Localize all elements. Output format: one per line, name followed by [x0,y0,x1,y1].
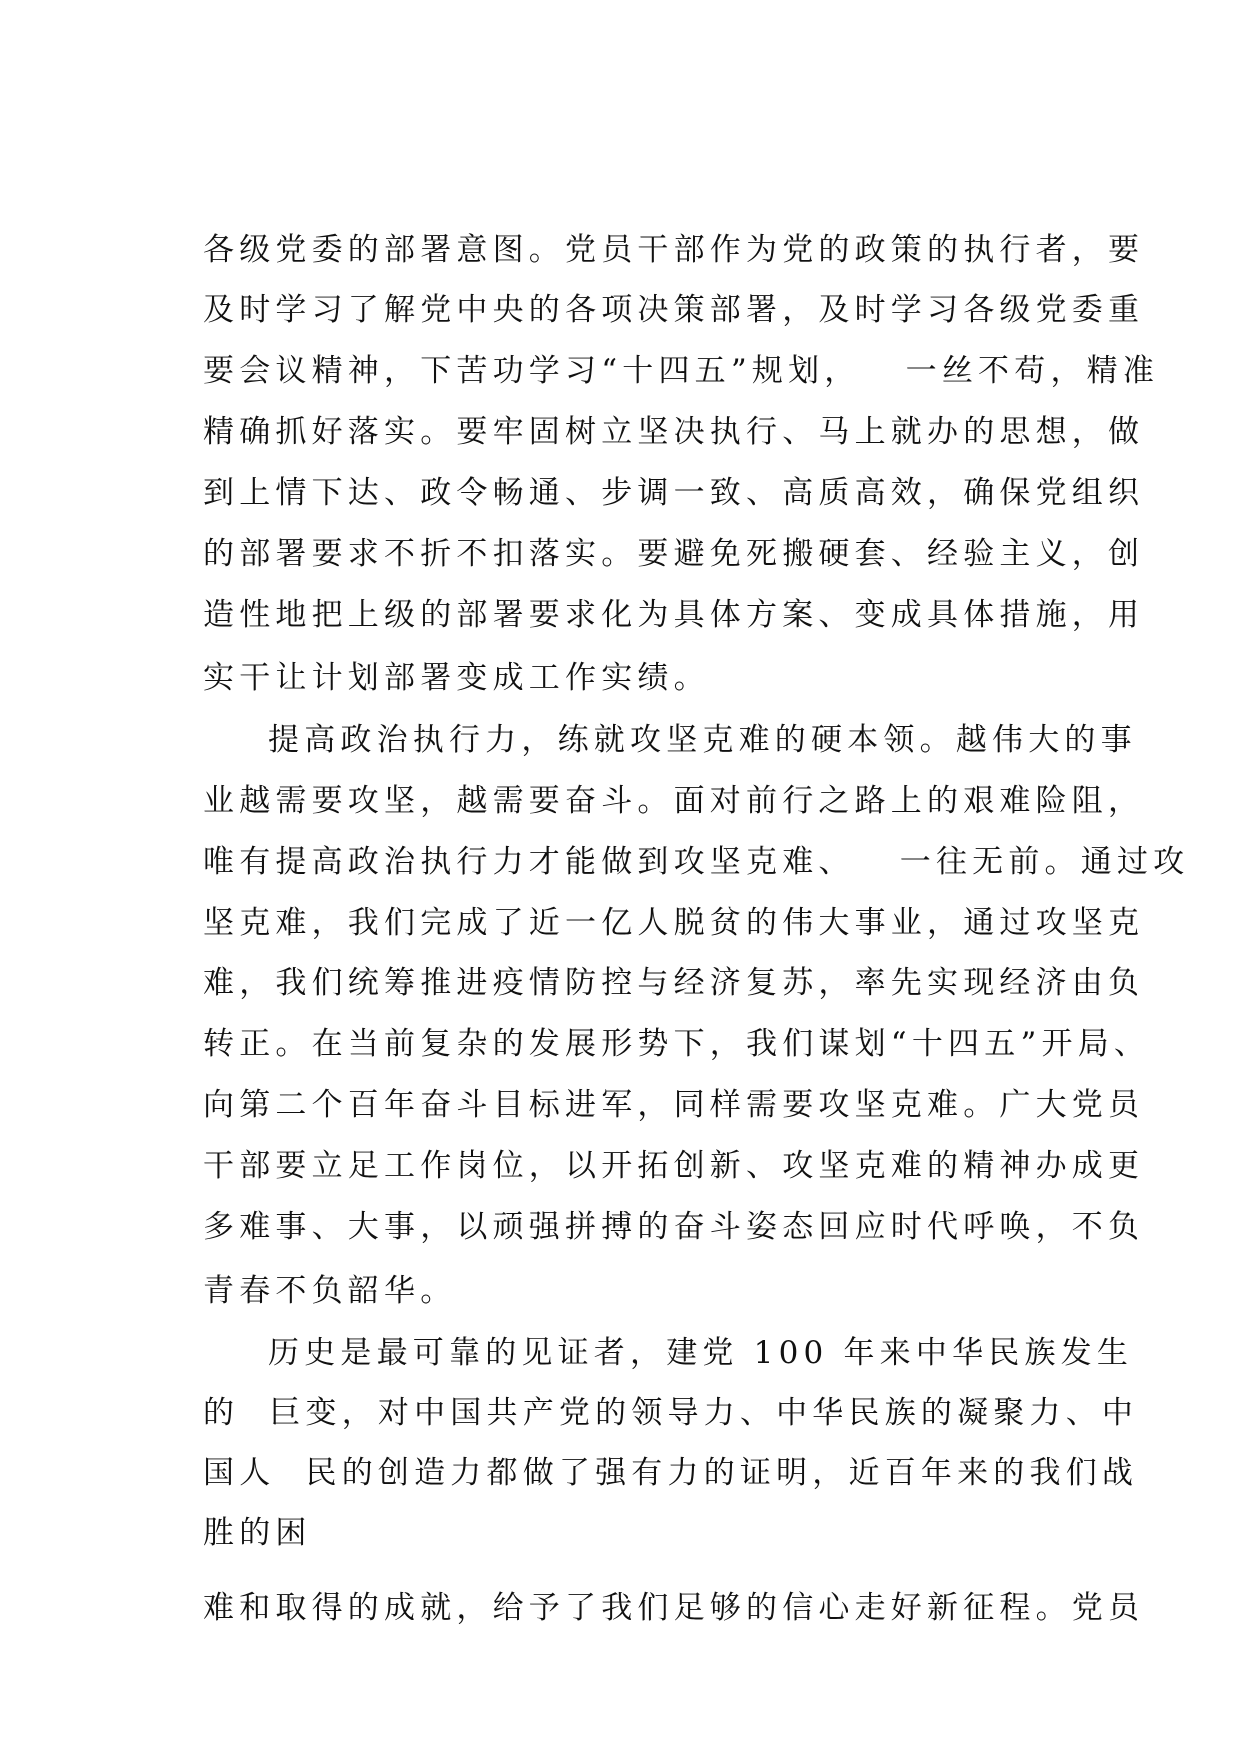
text-line: 的部署要求不折不扣落实。要避免死搬硬套、经验主义，创 [203,536,1145,572]
text-line: 及时学习了解党中央的各项决策部署，及时学习各级党委重 [203,292,1145,328]
text-line: 转正。在当前复杂的发展形势下，我们谋划“十四五”开局、 [203,1026,1151,1062]
text-line: 干部要立足工作岗位，以开拓创新、攻坚克难的精神办成更 [203,1148,1145,1184]
text-line: 多难事、大事，以顽强拼搏的奋斗姿态回应时代呼唤，不负 [203,1209,1145,1245]
paragraph-first-line: 提高政治执行力，练就攻坚克难的硬本领。越伟大的事 [268,722,1137,758]
text-line: 向第二个百年奋斗目标进军，同样需要攻坚克难。广大党员 [203,1087,1145,1123]
paragraph-first-line: 历史是最可靠的见证者，建党 100 年来中华民族发生 [268,1335,1134,1371]
text-line: 到上情下达、政令畅通、步调一致、高质高效，确保党组织 [203,475,1145,511]
text-line: 唯有提高政治执行力才能做到攻坚克难、 一往无前。通过攻 [203,844,1190,880]
text-line: 造性地把上级的部署要求化为具体方案、变成具体措施，用 [203,597,1145,633]
text-line: 要会议精神，下苦功学习“十四五”规划， 一丝不苟，精准 [203,353,1160,389]
text-line: 坚克难，我们完成了近一亿人脱贫的伟大事业，通过攻坚克 [203,905,1145,941]
text-line: 国人 民的创造力都做了强有力的证明，近百年来的我们战 [203,1455,1139,1491]
text-line: 业越需要攻坚，越需要奋斗。面对前行之路上的艰难险阻， [203,783,1145,819]
text-line: 难和取得的成就，给予了我们足够的信心走好新征程。党员 [203,1590,1145,1626]
text-line: 难，我们统筹推进疫情防控与经济复苏，率先实现经济由负 [203,965,1145,1001]
text-line: 青春不负韶华。 [203,1273,457,1309]
text-line: 各级党委的部署意图。党员干部作为党的政策的执行者，要 [203,232,1145,268]
text-line: 胜的困 [203,1515,312,1551]
text-line: 的 巨变，对中国共产党的领导力、中华民族的凝聚力、中 [203,1395,1139,1431]
text-line: 精确抓好落实。要牢固树立坚决执行、马上就办的思想，做 [203,414,1145,450]
text-line: 实干让计划部署变成工作实绩。 [203,660,710,696]
